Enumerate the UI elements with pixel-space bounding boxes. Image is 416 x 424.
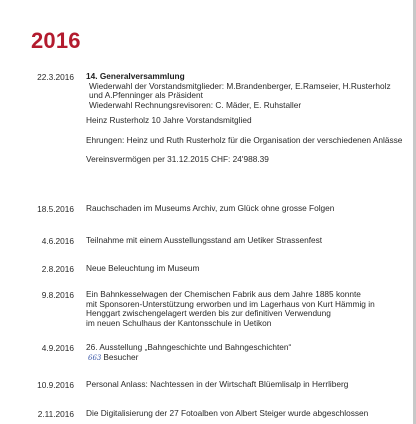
- entry-text: Personal Anlass: Nachtessen in der Wirtschaft Blüemlisalp in Herrliberg: [86, 379, 349, 389]
- entry-date: 10.9.2016: [37, 380, 74, 390]
- entry-line: Ein Bahnkesselwagen der Chemischen Fabrik aus dem Jahre 1885 konnte: [86, 289, 361, 299]
- entry-line: [86, 353, 404, 364]
- entry-line: im neuen Schulhaus der Kantonsschule in Uetikon: [86, 317, 272, 328]
- entry-date: 2.8.2016: [41, 264, 74, 274]
- entry-line: und A.Pfenninger als Präsident: [89, 90, 203, 101]
- entry-body: [86, 290, 404, 328]
- entry-date: 22.3.2016: [37, 72, 74, 82]
- entry-text: Die Digitalisierung der 27 Fotoalben von Albert Steiger wurde abgeschlossen: [86, 408, 369, 418]
- entry-date: 4.6.2016: [41, 236, 74, 246]
- entry-line: Wiederwahl Rechnungsrevisoren: C. Mäder, E. Ruhstaller: [89, 99, 302, 110]
- visitor-label: Besucher: [103, 351, 139, 362]
- handwritten-visitor-count: 663: [88, 353, 102, 362]
- year-heading: 2016: [31, 28, 81, 53]
- entry-title: 14. Generalversammlung: [86, 71, 185, 81]
- entry-line: mit Sponsoren-Unterstützung erworben und im Lagerhaus von Kurt Hämmig in: [86, 298, 375, 309]
- entry-date: 4.9.2016: [41, 343, 74, 353]
- entry-line: Wiederwahl der Vorstandsmitglieder: M.Brandenberger, E.Ramseier, H.Rusterholz: [89, 80, 391, 91]
- entry-body: [86, 72, 404, 110]
- entry-note-text: Ehrungen: Heinz und Ruth Rusterholz für die Organisation der verschiedenen Anlässe: [86, 135, 403, 145]
- entry-line: 26. Ausstellung „Bahngeschichte und Bahngeschichten“: [86, 342, 292, 352]
- entry-note-text: Vereinsvermögen per 31.12.2015 CHF: 24'988.39: [86, 154, 269, 164]
- entry-text: Rauchschaden im Museums Archiv, zum Glück ohne grosse Folgen: [86, 203, 335, 213]
- entry-text: Teilnahme mit einem Ausstellungsstand am Uetiker Strassenfest: [86, 235, 323, 245]
- entry-date: 18.5.2016: [37, 204, 74, 214]
- entry-body: [86, 343, 404, 363]
- entry-text: Neue Beleuchtung im Museum: [86, 263, 200, 273]
- entry-line: Henggart zwischengelagert werden bis zur definitiven Verwendung: [86, 308, 331, 319]
- entry-date: 2.11.2016: [37, 409, 74, 419]
- entry-date: 9.8.2016: [41, 290, 74, 300]
- entry-note-text: Heinz Rusterholz 10 Jahre Vorstandsmitglied: [86, 115, 252, 125]
